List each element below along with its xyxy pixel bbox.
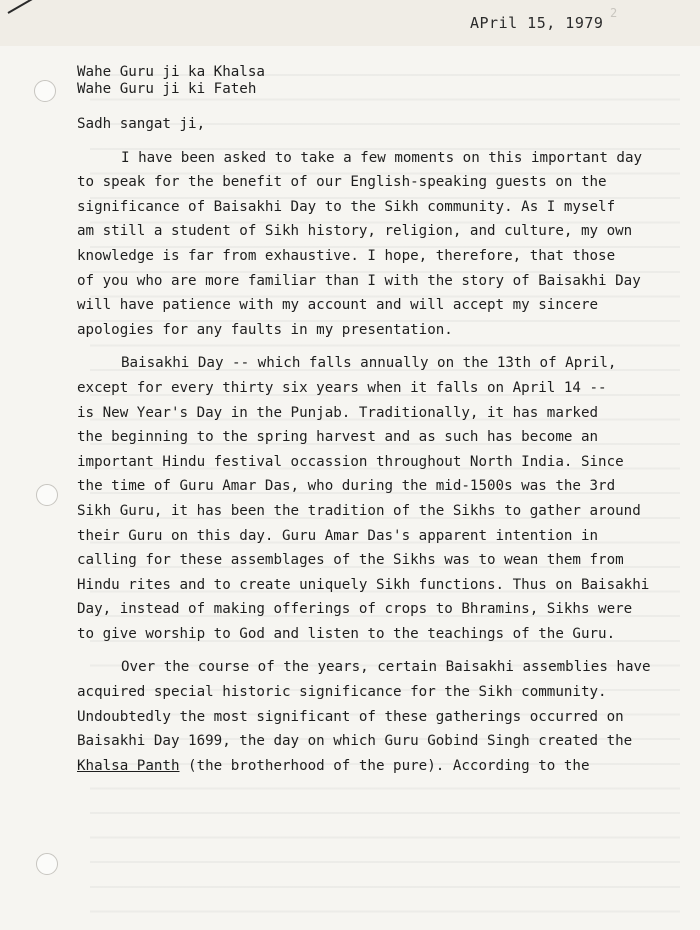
punch-hole-top <box>34 80 56 102</box>
letter-date: APril 15, 1979 <box>470 14 604 32</box>
khalsa-panth-term: Khalsa Panth <box>77 757 180 774</box>
paragraph-historic-assemblies <box>77 655 677 778</box>
paragraph-introduction: I have been asked to take a few moments on this important day to speak for the benefit of our English-speaking guests on the significance of Baisakhi Day to the Sikh community. As I myself am still a student of Sikh history, religion, and culture, my own knowledge is far from exhaustive. I hope, therefore, that those of you who are more familiar than I with the story of Baisakhi Day will have patience with my account and will accept my sincere apologies for any faults in my presentation. <box>77 149 643 338</box>
punch-hole-bottom <box>36 853 58 875</box>
salutation-line: Wahe Guru ji ki Fateh <box>77 81 257 97</box>
punch-hole-middle <box>36 484 58 506</box>
greeting: Sadh sangat ji, <box>77 116 206 132</box>
letter-body <box>77 64 677 778</box>
salutation-line: Wahe Guru ji ka Khalsa <box>77 64 265 80</box>
paragraph-text: Over the course of the years, certain Baisakhi assemblies have acquired special historic significance for the Sikh community. Undoubtedly the most significant of these gatherings occurred on Baisakhi Day 1699, the day on which Guru Gobind Singh created the <box>77 659 651 750</box>
paragraph-baisakhi-day: Baisakhi Day -- which falls annually on the 13th of April, except for every thirty six years when it falls on April 14 -- is New Year's Day in the Punjab. Traditionally, it has marked the beginning to the spring harvest and as such has become an important Hindu festival occassion throughout North India. Since the time of Guru Amar Das, who during the mid-1500s was the 3rd Sikh Guru, it has been the tradition of the Sikhs to gather around their Guru on this day. Guru Amar Das's apparent intention in calling for these assemblages of the Sikhs was to wean them from Hindu rites and to create uniquely Sikh functions. Thus on Baisakhi Day, instead of making offerings of crops to Bhramins, Sikhs were to give worship to God and listen to the teachings of the Guru. <box>77 355 650 642</box>
page-number: 2 <box>610 6 618 20</box>
paragraph-text: (the brotherhood of the pure). According to the <box>179 757 590 774</box>
